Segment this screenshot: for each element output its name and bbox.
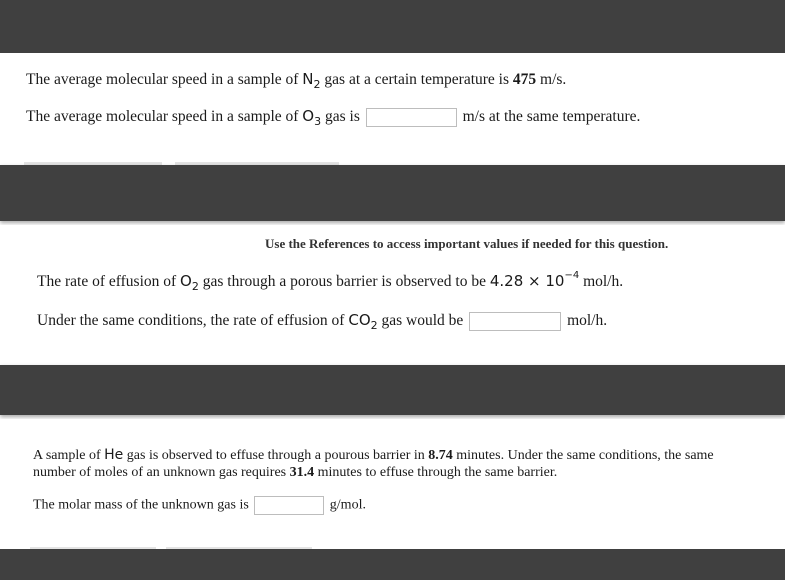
q1-unit: m/s. bbox=[540, 71, 567, 88]
q3-answer-unit: g/mol. bbox=[329, 497, 366, 513]
question-1-panel bbox=[0, 53, 785, 165]
q2-question bbox=[37, 311, 607, 332]
q1-question-mid: gas is bbox=[324, 108, 360, 125]
q3-gas-formula: He bbox=[104, 447, 124, 463]
q2-question-gas-formula: $CO_2$ bbox=[348, 311, 378, 332]
q1-speed-value: 475 bbox=[512, 71, 537, 88]
q3-line2-post: minutes to effuse through the same barrier. bbox=[317, 465, 558, 480]
q2-gas-formula: $O_2$ bbox=[180, 272, 199, 293]
q2-question-mid: gas would be bbox=[381, 312, 464, 329]
q2-text-mid: gas through a porous barrier is observed to be bbox=[202, 273, 486, 290]
q1-text-mid: gas at a certain temperature is bbox=[324, 71, 510, 88]
q2-question-text: Under the same conditions, the rate of effusion of bbox=[37, 312, 345, 329]
q2-unit: mol/h. bbox=[583, 273, 624, 290]
middle-dark-bar-1 bbox=[0, 165, 785, 221]
q1-gas-formula: $N_2$ bbox=[302, 70, 321, 91]
q3-question bbox=[33, 496, 366, 515]
q1-answer-unit: m/s at the same temperature. bbox=[462, 108, 641, 125]
middle-dark-bar-2 bbox=[0, 365, 785, 415]
q2-rate-value: $4.28 \times 10^{-4}$ bbox=[489, 270, 580, 290]
q1-statement bbox=[26, 70, 566, 91]
q2-cut-header: Use the References to access important values if needed for this question. bbox=[265, 236, 669, 251]
q1-question bbox=[26, 107, 640, 128]
q1-question-text: The average molecular speed in a sample of bbox=[26, 108, 299, 125]
q2-answer-unit: mol/h. bbox=[567, 312, 608, 329]
q3-time-value-2: 31.4 bbox=[289, 465, 315, 480]
q2-statement bbox=[37, 272, 623, 293]
top-dark-bar bbox=[0, 0, 785, 53]
bottom-dark-bar bbox=[0, 549, 785, 580]
q1-answer-input[interactable] bbox=[366, 108, 457, 127]
q1-question-gas-formula: $O_3$ bbox=[302, 107, 322, 128]
question-2-panel bbox=[0, 225, 785, 365]
q3-time-value-1: 8.74 bbox=[428, 448, 453, 463]
q2-answer-input[interactable] bbox=[469, 312, 561, 331]
q3-statement-line2 bbox=[33, 465, 557, 481]
q1-text: The average molecular speed in a sample of bbox=[26, 71, 299, 88]
q3-line2-text: number of moles of an unknown gas requires bbox=[33, 465, 287, 480]
q3-answer-input[interactable] bbox=[254, 496, 324, 515]
q3-text-post: minutes. Under the same conditions, the same bbox=[456, 448, 714, 463]
q3-text: A sample of bbox=[33, 448, 101, 463]
q3-statement-line1 bbox=[33, 447, 714, 464]
q3-text-mid: gas is observed to effuse through a pourous barrier in bbox=[126, 448, 425, 463]
question-3-panel bbox=[0, 419, 785, 549]
q2-text: The rate of effusion of bbox=[37, 273, 177, 290]
q3-question-text: The molar mass of the unknown gas is bbox=[33, 497, 249, 513]
